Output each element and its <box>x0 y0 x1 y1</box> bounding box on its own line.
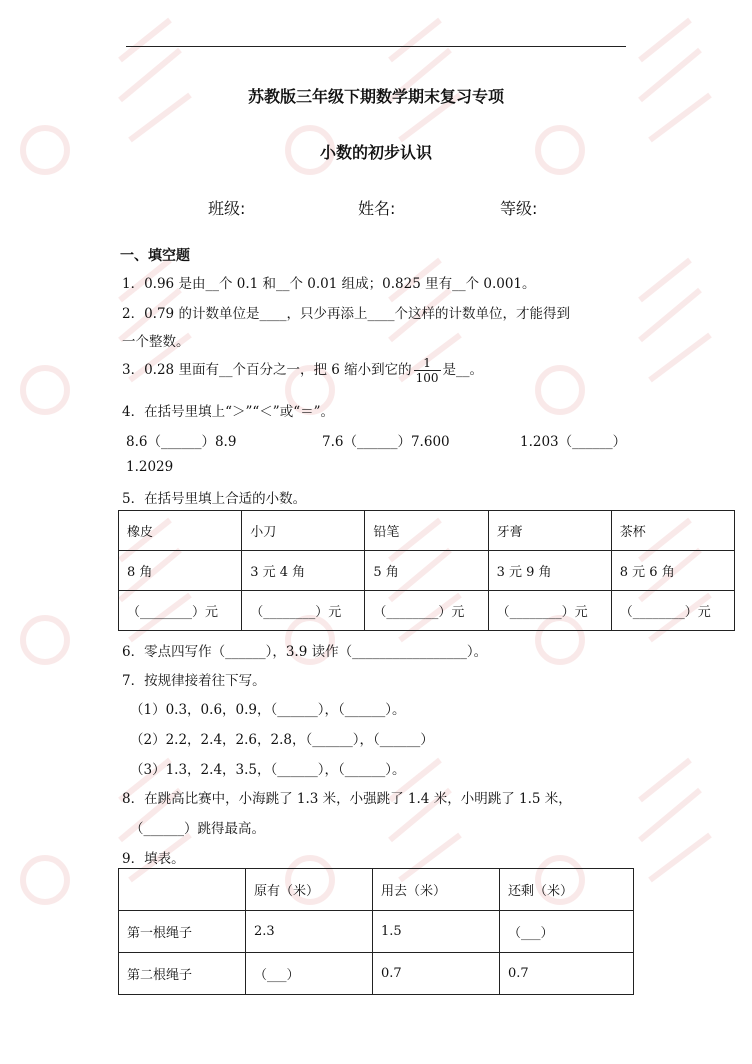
question-4-c: 1.203（______） <box>520 434 627 450</box>
question-7-1: （1）0.3，0.6，0.9，（______），（______）。 <box>130 702 406 718</box>
answer-cell: （________）元 <box>488 591 611 631</box>
question-3-before: 3．0.28 里面有__个百分之一，把 6 缩小到它的 <box>122 362 412 378</box>
fraction-denominator: 100 <box>415 371 439 385</box>
fraction <box>414 356 441 385</box>
question-4-b: 7.6（______）7.600 <box>322 434 450 450</box>
question-3-after: 是__。 <box>442 362 484 378</box>
table-row <box>119 551 735 591</box>
answer-cell: （________）元 <box>242 591 365 631</box>
table-cell: 第一根绳子 <box>119 911 246 953</box>
table-header <box>119 869 246 911</box>
question-4-c-cont: 1.2029 <box>126 459 174 475</box>
table-cell: 8 元 6 角 <box>611 551 734 591</box>
question-8-line-1: 8．在跳高比赛中，小海跳了 1.3 米，小强跳了 1.4 米，小明跳了 1.5 米， <box>122 791 572 807</box>
question-9-stem: 9．填表。 <box>122 851 185 867</box>
question-4-a: 8.6（______）8.9 <box>126 434 237 450</box>
name-label: 姓名: <box>358 199 396 218</box>
page-subtitle: 小数的初步认识 <box>319 143 432 162</box>
answer-cell: （___） <box>500 911 634 953</box>
table-row <box>119 869 634 911</box>
header-rule <box>126 46 626 47</box>
table-cell: 0.7 <box>500 953 634 995</box>
question-8-line-2: （______）跳得最高。 <box>130 821 265 837</box>
fraction-numerator: 1 <box>414 356 441 371</box>
table-row <box>119 591 735 631</box>
table-row <box>119 511 735 551</box>
table-cell: 铅笔 <box>365 511 488 551</box>
table-cell: 3 元 4 角 <box>242 551 365 591</box>
question-3 <box>122 356 483 385</box>
question-4-stem: 4．在括号里填上“＞”“＜”或“＝”。 <box>122 404 334 420</box>
table-row <box>119 911 634 953</box>
section-heading: 一、填空题 <box>120 248 190 264</box>
answer-cell: （___） <box>246 953 373 995</box>
question-5-stem: 5．在括号里填上合适的小数。 <box>122 491 307 507</box>
table-cell: 1.5 <box>373 911 500 953</box>
question-6: 6．零点四写作（______），3.9 读作（_________________）。 <box>122 644 488 660</box>
table-cell: 第二根绳子 <box>119 953 246 995</box>
price-table <box>118 510 735 631</box>
rope-table <box>118 868 634 995</box>
page-title: 苏教版三年级下期数学期末复习专项 <box>247 87 504 106</box>
question-2-line-2: 一个整数。 <box>122 334 190 350</box>
table-row <box>119 953 634 995</box>
table-header: 用去（米） <box>373 869 500 911</box>
answer-cell: （________）元 <box>119 591 242 631</box>
answer-cell: （________）元 <box>365 591 488 631</box>
table-cell: 0.7 <box>373 953 500 995</box>
table-header: 原有（米） <box>246 869 373 911</box>
question-2-line-1: 2．0.79 的计数单位是____，只少再添上____个这样的计数单位，才能得到 <box>122 306 570 322</box>
class-label: 班级: <box>208 199 246 218</box>
answer-cell: （________）元 <box>611 591 734 631</box>
table-cell: 牙膏 <box>488 511 611 551</box>
grade-label: 等级: <box>500 199 538 218</box>
table-header: 还剩（米） <box>500 869 634 911</box>
table-cell: 3 元 9 角 <box>488 551 611 591</box>
table-cell: 橡皮 <box>119 511 242 551</box>
table-cell: 小刀 <box>242 511 365 551</box>
question-7-3: （3）1.3，2.4，3.5，（______），（______）。 <box>130 762 406 778</box>
table-cell: 5 角 <box>365 551 488 591</box>
question-1: 1．0.96 是由__个 0.1 和__个 0.01 组成；0.825 里有__个 0.001。 <box>122 276 536 292</box>
question-7-stem: 7．按规律接着往下写。 <box>122 673 266 689</box>
table-cell: 茶杯 <box>611 511 734 551</box>
table-cell: 8 角 <box>119 551 242 591</box>
table-cell: 2.3 <box>246 911 373 953</box>
question-7-2: （2）2.2，2.4，2.6，2.8，（______），（______） <box>130 732 434 748</box>
